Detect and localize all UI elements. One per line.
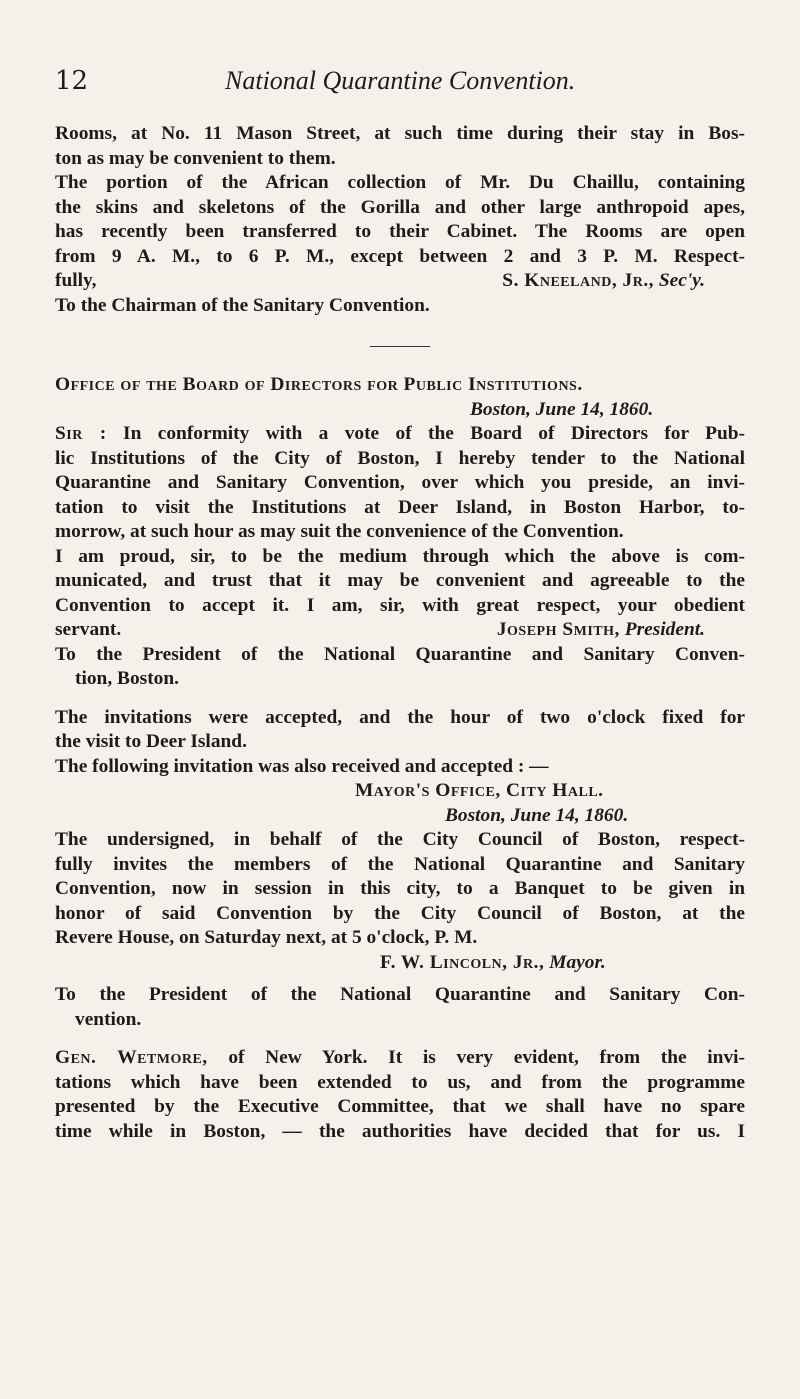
text-line: fully invites the members of the National Quarantine and Sanitary <box>55 853 745 875</box>
letter-heading: Mayor's Office, City Hall. <box>355 780 604 801</box>
signature <box>502 269 745 294</box>
text-line: lic Institutions of the City of Boston, I hereby tender to the National <box>55 447 745 469</box>
letter-heading: Office of the Board of Directors for Public Institutions. <box>55 374 583 395</box>
text-line: Rooms, at No. 11 Mason Street, at such time during their stay in Bos- <box>55 123 745 144</box>
signer-title: Sec'y. <box>658 270 705 291</box>
signer-name: F. W. Lincoln, Jr., <box>380 951 545 973</box>
spacer <box>55 1032 745 1046</box>
signer-title: President. <box>624 619 705 640</box>
spacer <box>55 692 745 706</box>
signer-title: Mayor. <box>549 951 606 973</box>
page-header <box>55 66 745 106</box>
text-line: tations which have been extended to us, and from the programme <box>55 1071 745 1093</box>
signer-name: S. Kneeland, Jr., <box>502 270 655 291</box>
text-line: The following invitation was also received and accepted : — <box>55 755 549 777</box>
text-line: from 9 A. M., to 6 P. M., except between 2 and 3 P. M. Respect- <box>55 245 745 267</box>
text-line: The invitations were accepted, and the hour of two o'clock fixed for <box>55 706 745 728</box>
text-line: The undersigned, in behalf of the City Council of Boston, respect- <box>55 829 745 850</box>
signer-name: Joseph Smith, <box>496 619 620 640</box>
section-divider <box>370 346 430 347</box>
spacer <box>55 975 745 983</box>
text-line: municated, and trust that it may be convenient and agreeable to the <box>55 570 745 591</box>
text-line: honor of said Convention by the City Council of Boston, at the <box>55 902 745 924</box>
text-span: In conformity with a vote of the Board of Directors for Pub- <box>123 423 745 444</box>
text-line: Quarantine and Sanitary Convention, over which you preside, an invi- <box>55 472 745 493</box>
addressee: To the President of the National Quarantine and Sanitary Conven- <box>55 643 745 665</box>
signature-line <box>55 269 745 294</box>
text-line: tation to visit the Institutions at Deer Island, in Boston Harbor, to- <box>55 496 745 518</box>
signature <box>497 618 745 643</box>
signature <box>55 951 745 976</box>
text-line: has recently been transferred to their Cabinet. The Rooms are open <box>55 221 745 242</box>
text-line: The portion of the African collection of Mr. Du Chaillu, containing <box>55 172 745 193</box>
addressee: To the Chairman of the Sanitary Convention. <box>55 294 430 316</box>
body-text <box>55 122 745 1144</box>
text-line: Convention, now in session in this city, to a Banquet to be given in <box>55 878 745 899</box>
running-title: National Quarantine Convention. <box>225 66 576 95</box>
addressee: vention. <box>75 1008 142 1030</box>
text-line: the visit to Deer Island. <box>55 731 247 752</box>
text-line: presented by the Executive Committee, that we shall have no spare <box>55 1096 745 1117</box>
text-line: time while in Boston, — the authorities have decided that for us. I <box>55 1120 745 1142</box>
speaker-name: Gen. Wetmore, <box>55 1047 208 1068</box>
text-line: Convention to accept it. I am, sir, with great respect, your obedient <box>55 594 745 616</box>
text-line: Revere House, on Saturday next, at 5 o'clock, P. M. <box>55 927 478 948</box>
salutation: Sir : <box>55 423 107 444</box>
dateline: Boston, June 14, 1860. <box>445 804 629 826</box>
text-line <box>55 1046 745 1071</box>
closing-text: servant. <box>55 619 122 640</box>
signature-line <box>55 618 745 643</box>
addressee: tion, Boston. <box>75 668 179 689</box>
text-line: the skins and skeletons of the Gorilla and other large anthropoid apes, <box>55 196 745 218</box>
addressee: To the President of the National Quarantine and Sanitary Con- <box>55 984 745 1005</box>
text-line: ton as may be convenient to them. <box>55 147 336 169</box>
text-span: of New York. It is very evident, from the invi- <box>228 1047 745 1068</box>
text-line: I am proud, sir, to be the medium through which the above is com- <box>55 545 745 567</box>
page-number: 12 <box>55 66 89 96</box>
closing-text: fully, <box>55 270 97 291</box>
text-line <box>55 422 745 447</box>
dateline: Boston, June 14, 1860. <box>470 398 654 420</box>
text-line: morrow, at such hour as may suit the convenience of the Convention. <box>55 521 624 542</box>
